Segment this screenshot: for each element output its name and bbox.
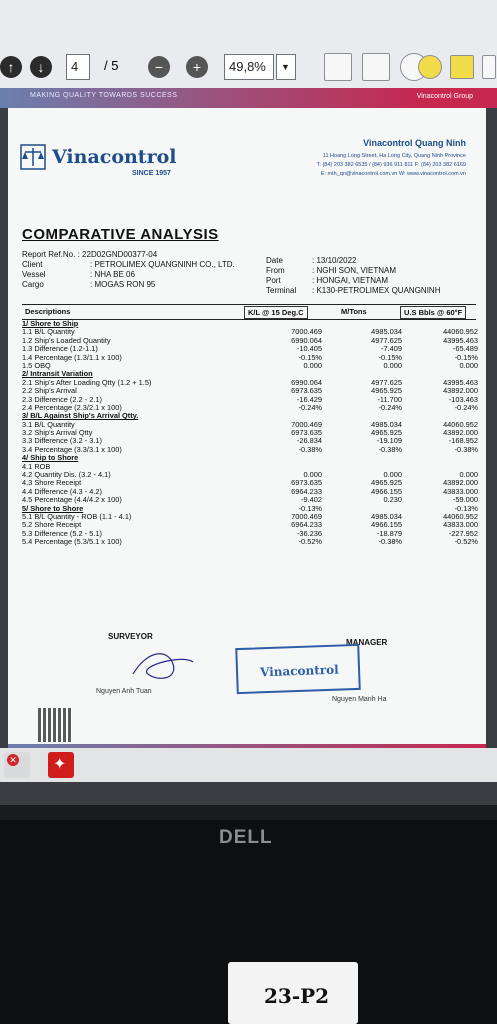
row-label: 2.4 Percentage (2.3/2.1 x 100) [22,402,122,412]
row-mt-value: -0.38% [378,444,402,454]
row-mt-value: -19.109 [376,436,402,446]
row-label: 2/ Intransit Variation [22,369,93,379]
row-bbl-value: 43833.000 [443,520,478,530]
row-label: 1.2 Ship's Loaded Quantity [22,335,111,345]
cargo-value: : MOGAS RON 95 [90,280,156,289]
surveyor-signature-icon [128,644,198,684]
table-row [22,513,478,521]
row-bbl-value: -0.24% [454,402,478,412]
table-row [22,379,478,387]
logo-since: SINCE 1957 [132,170,171,177]
vinacontrol-logo-icon [20,144,46,170]
row-bbl-value: 43892.000 [443,386,478,396]
stamp-text: Vinacontrol [259,662,339,680]
row-mt-value: -0.38% [378,537,402,547]
surveyor-label: SURVEYOR [108,632,153,641]
row-label: 1.3 Difference (1.2-1.1) [22,344,98,354]
row-mt-value: 4985.034 [371,511,402,521]
row-bbl-value: 43995.463 [443,377,478,387]
table-row [22,412,478,420]
row-kl-value: -26.834 [296,436,322,446]
row-mt-value: 4965.925 [371,386,402,396]
office-phone: T: (84) 203 382 6535 / (84) 936 911 811 F: (84) 203 382 6169 [316,162,466,168]
banner-slogan: MAKING QUALITY TOWARDS SUCCESS [30,92,178,99]
row-label: 2.3 Difference (2.2 - 2.1) [22,394,102,404]
col-bbls: U.S Bbls @ 60°F [400,306,466,319]
comment-icon[interactable] [418,55,442,79]
zoom-in-icon[interactable]: + [186,56,208,78]
row-label: 5.3 Difference (5.2 - 5.1) [22,528,102,538]
row-kl-value: -0.15% [298,352,322,362]
row-label: 5.4 Percentage (5.3/5.1 x 100) [22,537,122,547]
row-kl-value: -0.24% [298,402,322,412]
row-kl-value: -10.405 [296,344,322,354]
banner-group: Vinacontrol Group [416,93,473,100]
document-title: COMPARATIVE ANALYSIS [22,226,219,243]
row-bbl-value: 0.000 [459,360,478,370]
row-bbl-value: 44060.952 [443,511,478,521]
row-kl-value: -0.13% [298,503,322,513]
row-kl-value: -36.236 [296,528,322,538]
text-tool-icon[interactable] [450,55,474,79]
row-mt-value: 4985.034 [371,419,402,429]
row-kl-value: -16.429 [296,394,322,404]
row-label: 1/ Shore to Ship [22,319,79,328]
row-label: 5.2 Shore Receipt [22,520,82,530]
row-mt-value: 4977.625 [371,335,402,345]
row-label: 3/ B/L Against Ship's Arrival Qtty. [22,411,139,421]
vessel-value: : NHA BE 06 [90,270,135,279]
row-bbl-value: 44060.952 [443,419,478,429]
zoom-input[interactable]: 49,8% [224,54,274,80]
pdf-toolbar [0,0,497,89]
row-label: 3.4 Percentage (3.3/3.1 x 100) [22,444,122,454]
row-label: 1.1 B/L Quantity [22,327,75,337]
row-label: 1.4 Percentage (1.3/1.1 x 100) [22,352,122,362]
col-kl: K/L @ 15 Deg.C [244,306,308,319]
row-kl-value: 0.000 [303,470,322,480]
row-label: 2.1 Ship's After Loading Qtty (1.2 + 1.5) [22,377,152,387]
row-bbl-value: -59.000 [452,495,478,505]
port-label: Port [266,276,281,285]
app-error-icon[interactable]: ✕ [4,752,30,778]
fit-page-icon[interactable] [362,53,390,81]
row-bbl-value: -103.463 [448,394,478,404]
row-kl-value: -9.402 [301,495,322,505]
monitor-bezel [0,805,497,865]
row-label: 1.5 OBQ [22,360,51,370]
page-number-input[interactable]: 4 [66,54,90,80]
row-mt-value: 4965.925 [371,478,402,488]
row-label: 4.4 Difference (4.3 - 4.2) [22,486,102,496]
row-mt-value: 4985.034 [371,327,402,337]
row-label: 4.5 Percentage (4.4/4.2 x 100) [22,495,122,505]
row-mt-value: -18.879 [376,528,402,538]
row-label: 5/ Shore to Shore [22,503,84,513]
from-label: From [266,266,285,275]
pdf-reader-icon[interactable]: ✦ [48,752,74,778]
row-bbl-value: 43892.000 [443,478,478,488]
table-row [22,446,478,454]
terminal-value: : K130-PETROLIMEX QUANGNINH [312,286,441,295]
row-kl-value: 6990.064 [291,335,322,345]
row-kl-value: 6964.233 [291,486,322,496]
manager-name: Nguyen Manh Ha [332,696,387,703]
row-mt-value: 0.000 [383,360,402,370]
pdf-page [8,108,486,748]
row-kl-value: 0.000 [303,360,322,370]
row-bbl-value: 43892.000 [443,428,478,438]
office-email: E: mth_qn@vinacontrol.com.vn W: www.vinacontrol.com.vn [320,171,466,177]
row-kl-value: 6973.635 [291,478,322,488]
table-row [22,354,478,362]
row-label: 4.2 Quantity Dis. (3.2 - 4.1) [22,470,111,480]
report-info-right [266,256,440,296]
manager-label: MANAGER [346,638,388,647]
report-no: : 22D02GND00377-04 [77,250,158,259]
row-bbl-value: -168.952 [448,436,478,446]
table-row [22,320,478,328]
row-label: 4/ Ship to Shore [22,453,79,463]
row-mt-value: 4966.155 [371,486,402,496]
table-row [22,538,478,546]
client-label: Client [22,260,43,269]
table-row [22,471,478,479]
page-down-icon[interactable]: ↓ [30,56,52,78]
row-label: 4.3 Shore Receipt [22,478,82,488]
highlight-icon[interactable] [482,55,496,79]
qr-code-icon [38,708,72,742]
col-descriptions: Descriptions [22,306,73,317]
row-kl-value: 6973.635 [291,428,322,438]
fit-width-icon[interactable] [324,53,352,81]
client-value: : PETROLIMEX QUANGNINH CO., LTD. [90,260,235,269]
taskbar [0,748,497,782]
row-label: 2.2 Ship's Arrival [22,386,77,396]
col-mtons: M/Tons [338,306,370,317]
row-bbl-value: -0.38% [454,444,478,454]
analysis-table [22,320,478,547]
sticker-text: 23-P2 [264,984,330,1008]
row-label: 5.1 B/L Quantity - ROB (1.1 - 4.1) [22,511,132,521]
row-mt-value: -0.15% [378,352,402,362]
row-kl-value: 7000.469 [291,419,322,429]
row-kl-value: 6990.064 [291,377,322,387]
row-bbl-value: -0.13% [454,503,478,513]
row-mt-value: -11.700 [377,394,402,404]
row-label: 3.2 Ship's Arrival Qtty [22,428,93,438]
row-bbl-value: 0.000 [459,470,478,480]
company-stamp [235,644,361,694]
terminal-label: Terminal [266,286,297,295]
sticker-label [228,962,358,1024]
table-row [22,454,478,462]
zoom-out-icon[interactable]: − [148,56,170,78]
office-name: Vinacontrol Quang Ninh [363,138,466,148]
page-total: / 5 [104,58,119,73]
row-bbl-value: 44060.952 [443,327,478,337]
from-value: : NGHI SON, VIETNAM [312,266,397,275]
row-kl-value: 6973.635 [291,386,322,396]
row-kl-value: -0.38% [298,444,322,454]
port-value: : HONGAI, VIETNAM [312,276,389,285]
row-kl-value: 7000.469 [291,327,322,337]
row-kl-value: 6964.233 [291,520,322,530]
row-bbl-value: -65.489 [452,344,478,354]
row-mt-value: 4977.625 [371,377,402,387]
row-bbl-value: 43995.463 [443,335,478,345]
row-mt-value: 0.000 [383,470,402,480]
row-kl-value: -0.52% [298,537,322,547]
report-label: Report Ref.No. [22,250,76,259]
row-mt-value: 4965.925 [371,428,402,438]
date-value: : 13/10/2022 [312,256,357,265]
row-mt-value: 4966.155 [371,520,402,530]
date-label: Date [266,256,283,265]
row-bbl-value: -227.952 [448,528,478,538]
row-bbl-value: -0.15% [454,352,478,362]
logo-text: Vinacontrol [52,146,177,168]
document-header-banner [0,88,497,108]
vessel-label: Vessel [22,270,46,279]
row-mt-value: -0.24% [378,402,402,412]
row-label: 3.3 Difference (3.2 - 3.1) [22,436,102,446]
row-kl-value: 7000.469 [291,511,322,521]
row-bbl-value: -0.52% [454,537,478,547]
row-mt-value: 0.230 [383,495,402,505]
row-label: 4.1 ROB [22,461,51,471]
report-info-left [22,250,235,290]
row-mt-value: -7.409 [381,344,402,354]
row-bbl-value: 43833.000 [443,486,478,496]
table-row [22,496,478,504]
row-label: 3.1 B/L Quantity [22,419,75,429]
cargo-label: Cargo [22,280,44,289]
surveyor-name: Nguyen Anh Tuan [96,688,152,695]
zoom-dropdown-icon[interactable]: ▼ [276,54,296,80]
office-address: 11 Hoang Long Street, Ha Long City, Quang Ninh Province [322,153,466,159]
page-up-icon[interactable]: ↑ [0,56,22,78]
monitor-brand: DELL [219,827,273,848]
